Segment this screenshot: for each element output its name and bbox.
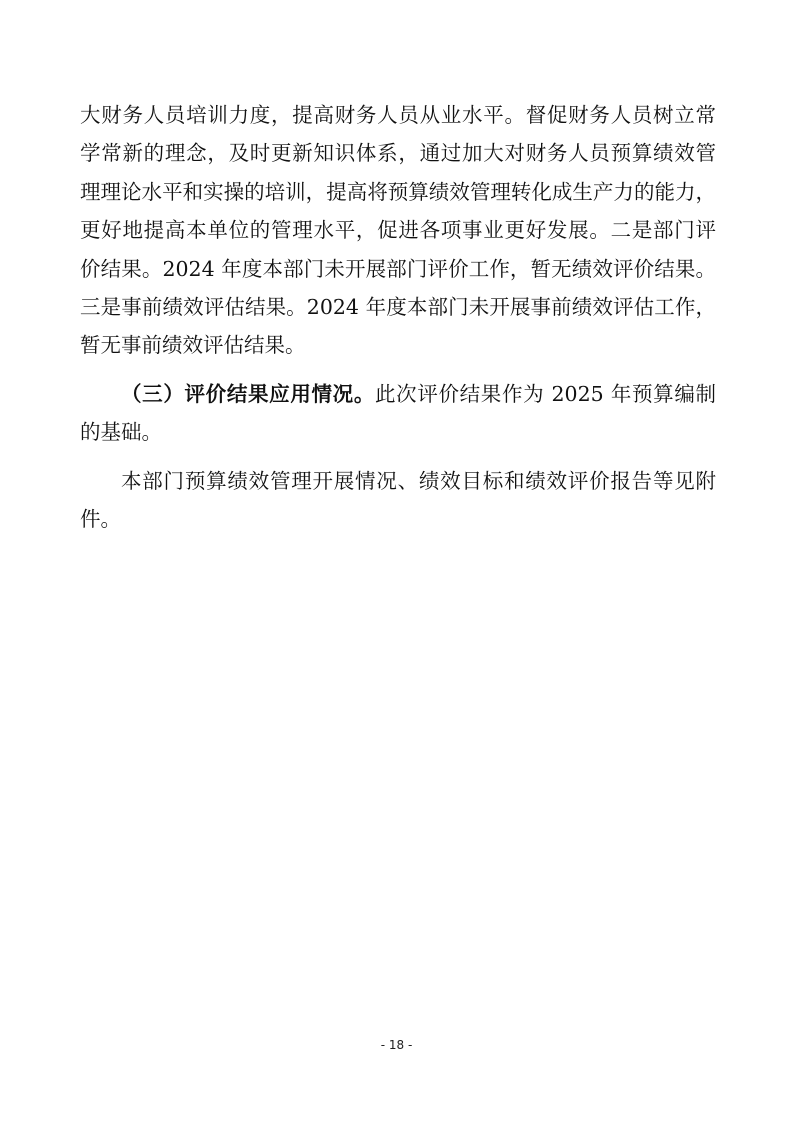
text-line: 大财务人员培训力度，提高财务人员从业水平。督促财务人员树立常: [80, 103, 716, 127]
text-line: 更好地提高本单位的管理水平，促进各项事业更好发展。二是部门评: [80, 218, 716, 243]
page-number: - 18 -: [380, 1038, 413, 1052]
text-line: 暂无事前绩效评估结果。: [80, 333, 306, 358]
text-line: 的基础。: [80, 420, 162, 445]
text-line: 价结果。2024 年度本部门未开展部门评价工作，暂无绩效评价结果。: [80, 256, 716, 281]
paragraph-attachments: [80, 462, 716, 539]
section-heading: （三）评价结果应用情况。: [121, 381, 375, 406]
text-line: 学常新的理念，及时更新知识体系，通过加大对财务人员预算绩效管: [80, 141, 716, 166]
paragraph-gap: [80, 452, 716, 462]
text-line: 本部门预算绩效管理开展情况、绩效目标和绩效评价报告等见附: [121, 468, 716, 493]
document-body: [80, 96, 716, 538]
text-line: 理理论水平和实操的培训，提高将预算绩效管理转化成生产力的能力，: [80, 179, 716, 204]
text-line: [80, 375, 716, 413]
paragraph-results-application: [80, 375, 716, 452]
text-line: 三是事前绩效评估结果。2024 年度本部门未开展事前绩效评估工作，: [80, 294, 716, 319]
paragraph-gap: [80, 365, 716, 375]
paragraph-training-and-results: [80, 96, 716, 365]
heading-continuation: 此次评价结果作为 2025 年预算编制: [374, 381, 717, 406]
text-line: 件。: [80, 506, 121, 531]
